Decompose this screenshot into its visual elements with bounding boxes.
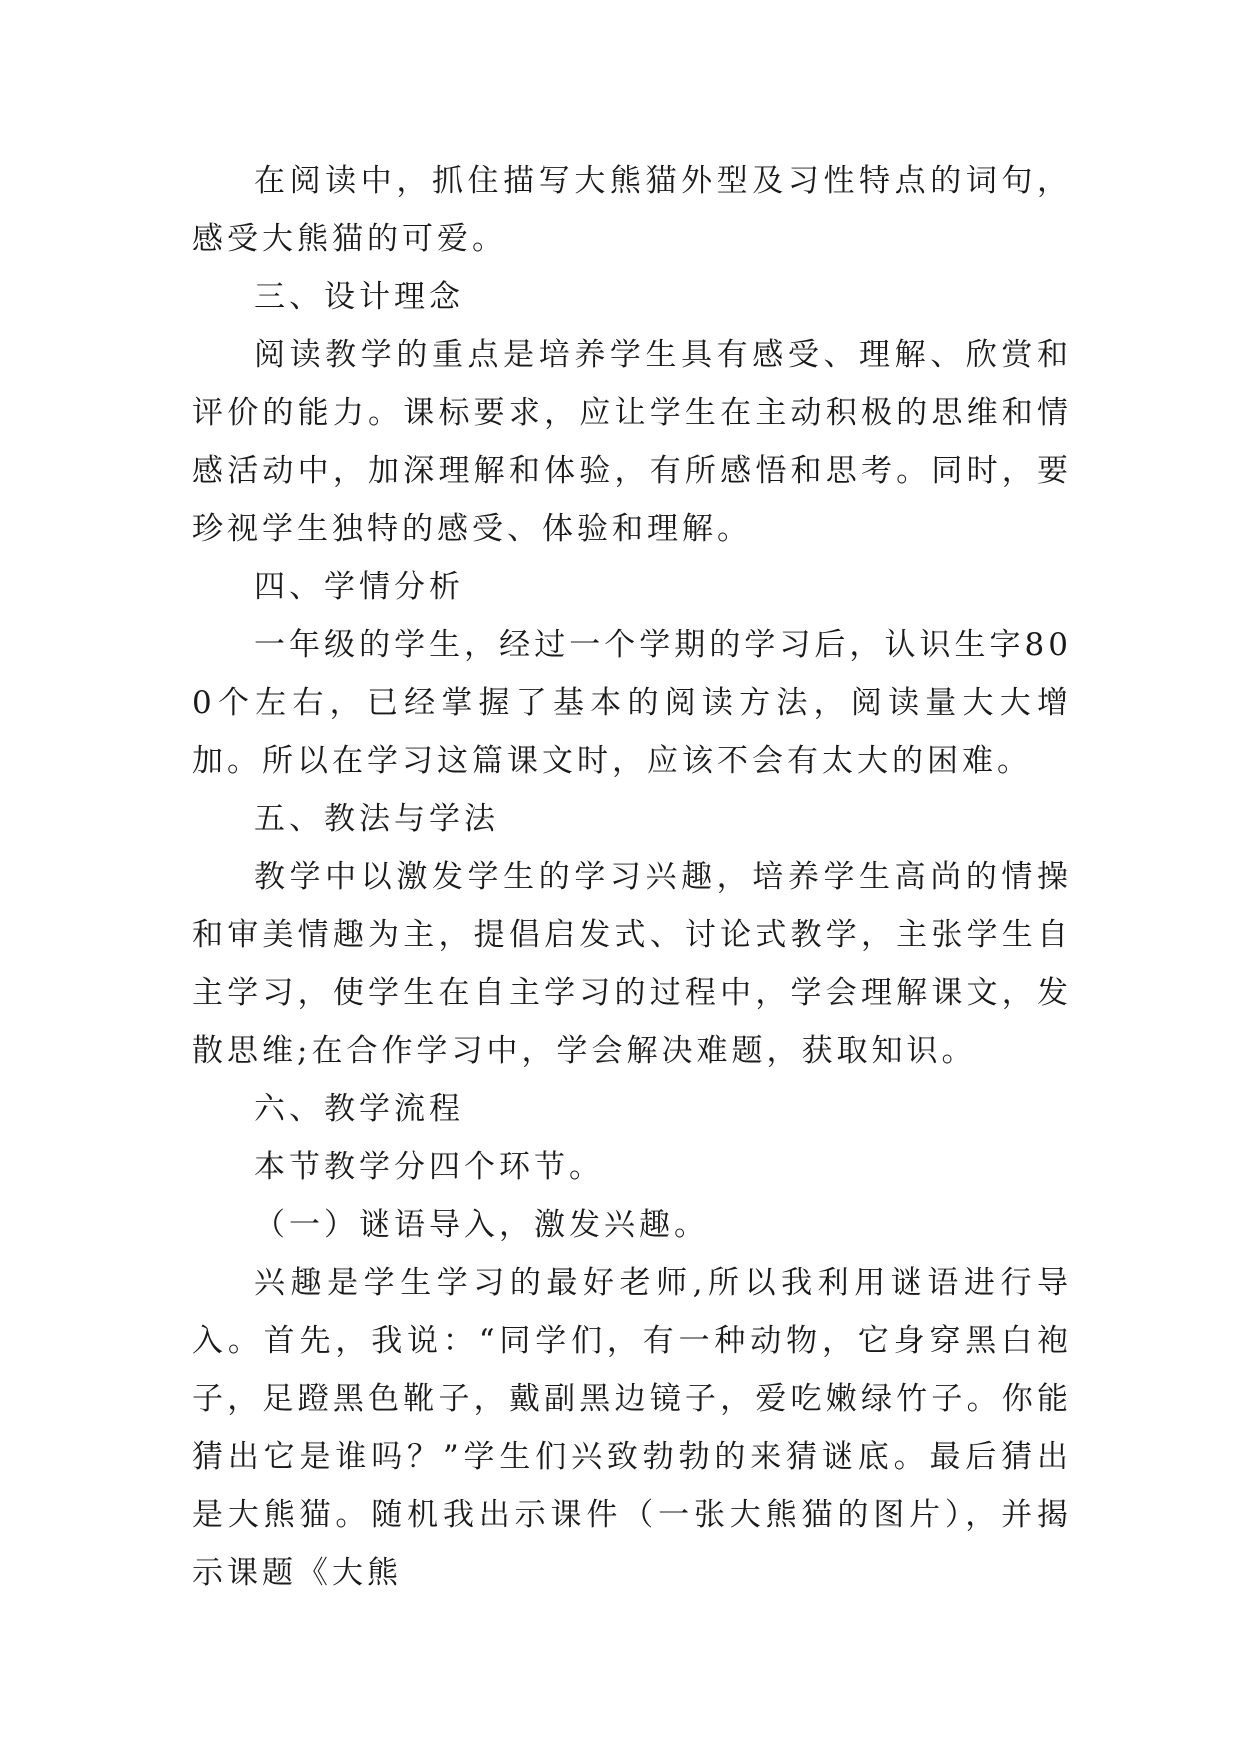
heading-design-concept: 三、设计理念 xyxy=(254,279,464,315)
document-body xyxy=(192,152,1072,1602)
heading-methods: 五、教法与学法 xyxy=(254,801,499,837)
paragraph-four-stages: 本节教学分四个环节。 xyxy=(254,1149,604,1185)
paragraph-goal: 在阅读中，抓住描写大熊猫外型及习性特点的词句，感受大熊猫的可爱。 xyxy=(192,163,1072,257)
paragraph-student-analysis: 一年级的学生，经过一个学期的学习后，认识生字800个左右，已经掌握了基本的阅读方法，阅读量大大增加。所以在学习这篇课文时，应该不会有太大的困难。 xyxy=(192,627,1072,779)
paragraph-methods: 教学中以激发学生的学习兴趣，培养学生高尚的情操和审美情趣为主，提倡启发式、讨论式教学，主张学生自主学习，使学生在自主学习的过程中，学会理解课文，发散思维;在合作学习中，学会解决难题，获取知识。 xyxy=(192,859,1072,1069)
paragraph-riddle-intro: 兴趣是学生学习的最好老师,所以我利用谜语进行导入。首先，我说：“同学们，有一种动物，它身穿黑白袍子，足蹬黑色靴子，戴副黑边镜子，爱吃嫩绿竹子。你能猜出它是谁吗？”学生们兴致勃勃的来猜谜底。最后猜出是大熊猫。随机我出示课件（一张大熊猫的图片），并揭示课题《大熊 xyxy=(192,1265,1072,1591)
heading-student-analysis: 四、学情分析 xyxy=(254,569,464,605)
paragraph-design-concept: 阅读教学的重点是培养学生具有感受、理解、欣赏和评价的能力。课标要求，应让学生在主动积极的思维和情感活动中，加深理解和体验，有所感悟和思考。同时，要珍视学生独特的感受、体验和理解。 xyxy=(192,337,1072,547)
heading-teaching-process: 六、教学流程 xyxy=(254,1091,464,1127)
subheading-riddle-intro: （一）谜语导入，激发兴趣。 xyxy=(254,1207,709,1243)
